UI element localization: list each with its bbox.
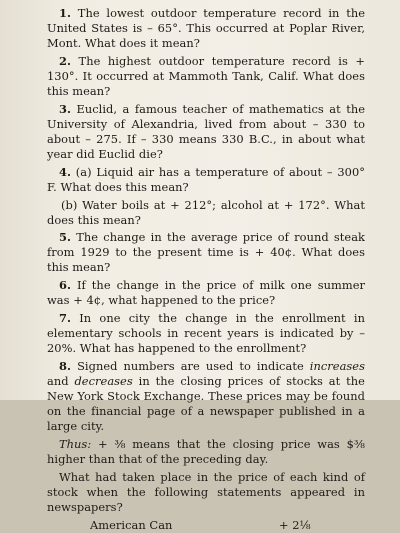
problem-text: The change in the average price of round steak from 1929 to the present time is + 40¢. What does this mean?	[47, 230, 366, 275]
problem-text: in the closing prices of stocks at the New York Stock Exchange. These prices may be found on the financial page of a newspaper published in a large city.	[47, 373, 365, 434]
problem-text: and	[47, 373, 75, 388]
emphasis-decreases: decreases	[74, 373, 133, 388]
stock-change: + 2⅛	[279, 517, 311, 532]
problem-number: 7.	[59, 310, 71, 325]
problem-number: 2.	[59, 53, 71, 68]
problem-number: 3.	[59, 101, 71, 116]
problem-4b	[47, 198, 365, 228]
problem-text: The highest outdoor temperature record is + 130°. It occurred at Mammoth Tank, Calif. What does this mean?	[47, 53, 365, 99]
problem-4a	[47, 165, 365, 195]
problem-text: In one city the change in the enrollment in elementary schools in recent years is indicated by – 20%. What has happened to the enrollment?	[47, 310, 366, 356]
problem-6	[47, 278, 365, 308]
problem-text: The lowest outdoor temperature record in the United States is – 65°. This occurred at Poplar River, Mont. What does it mean?	[47, 6, 365, 51]
problem-text: If the change in the price of milk one summer was + 4¢, what happened to the price?	[47, 278, 366, 308]
problem-1	[47, 6, 365, 51]
problem-2	[47, 54, 365, 99]
problem-number: 1.	[59, 6, 71, 20]
stock-row	[47, 518, 365, 532]
problem-number: 4.	[59, 164, 71, 179]
thus-text: + ⅜ means that the closing price was $⅜ higher than that of the preceding day.	[47, 436, 365, 466]
stock-name: American Can	[90, 517, 173, 532]
problem-5	[47, 230, 365, 275]
problem-text: Signed numbers are used to indicate	[77, 358, 310, 373]
thus-label: Thus:	[59, 436, 92, 451]
page-text	[47, 6, 365, 532]
problem-text: (a) Liquid air has a temperature of about – 300° F. What does this mean?	[47, 164, 366, 194]
problem-text: (b) Water boils at + 212°; alcohol at + 172°. What does this mean?	[47, 197, 365, 227]
problem-text: Euclid, a famous teacher of mathematics at the University of Alexandria, lived from about – 330 to about – 275. If – 330 means 330 B.C., in about what year did Euclid die?	[47, 101, 366, 162]
problem-number: 5.	[59, 230, 71, 245]
emphasis-increases: increases	[309, 358, 365, 373]
problem-7	[47, 311, 365, 356]
question	[47, 470, 365, 515]
problem-3	[47, 102, 365, 162]
thus-example	[47, 437, 365, 467]
problem-8	[47, 359, 365, 434]
problem-number: 6.	[59, 278, 71, 293]
question-text: What had taken place in the price of each kind of stock when the following statements appeared in newspapers?	[47, 469, 365, 514]
problem-number: 8.	[59, 358, 71, 373]
